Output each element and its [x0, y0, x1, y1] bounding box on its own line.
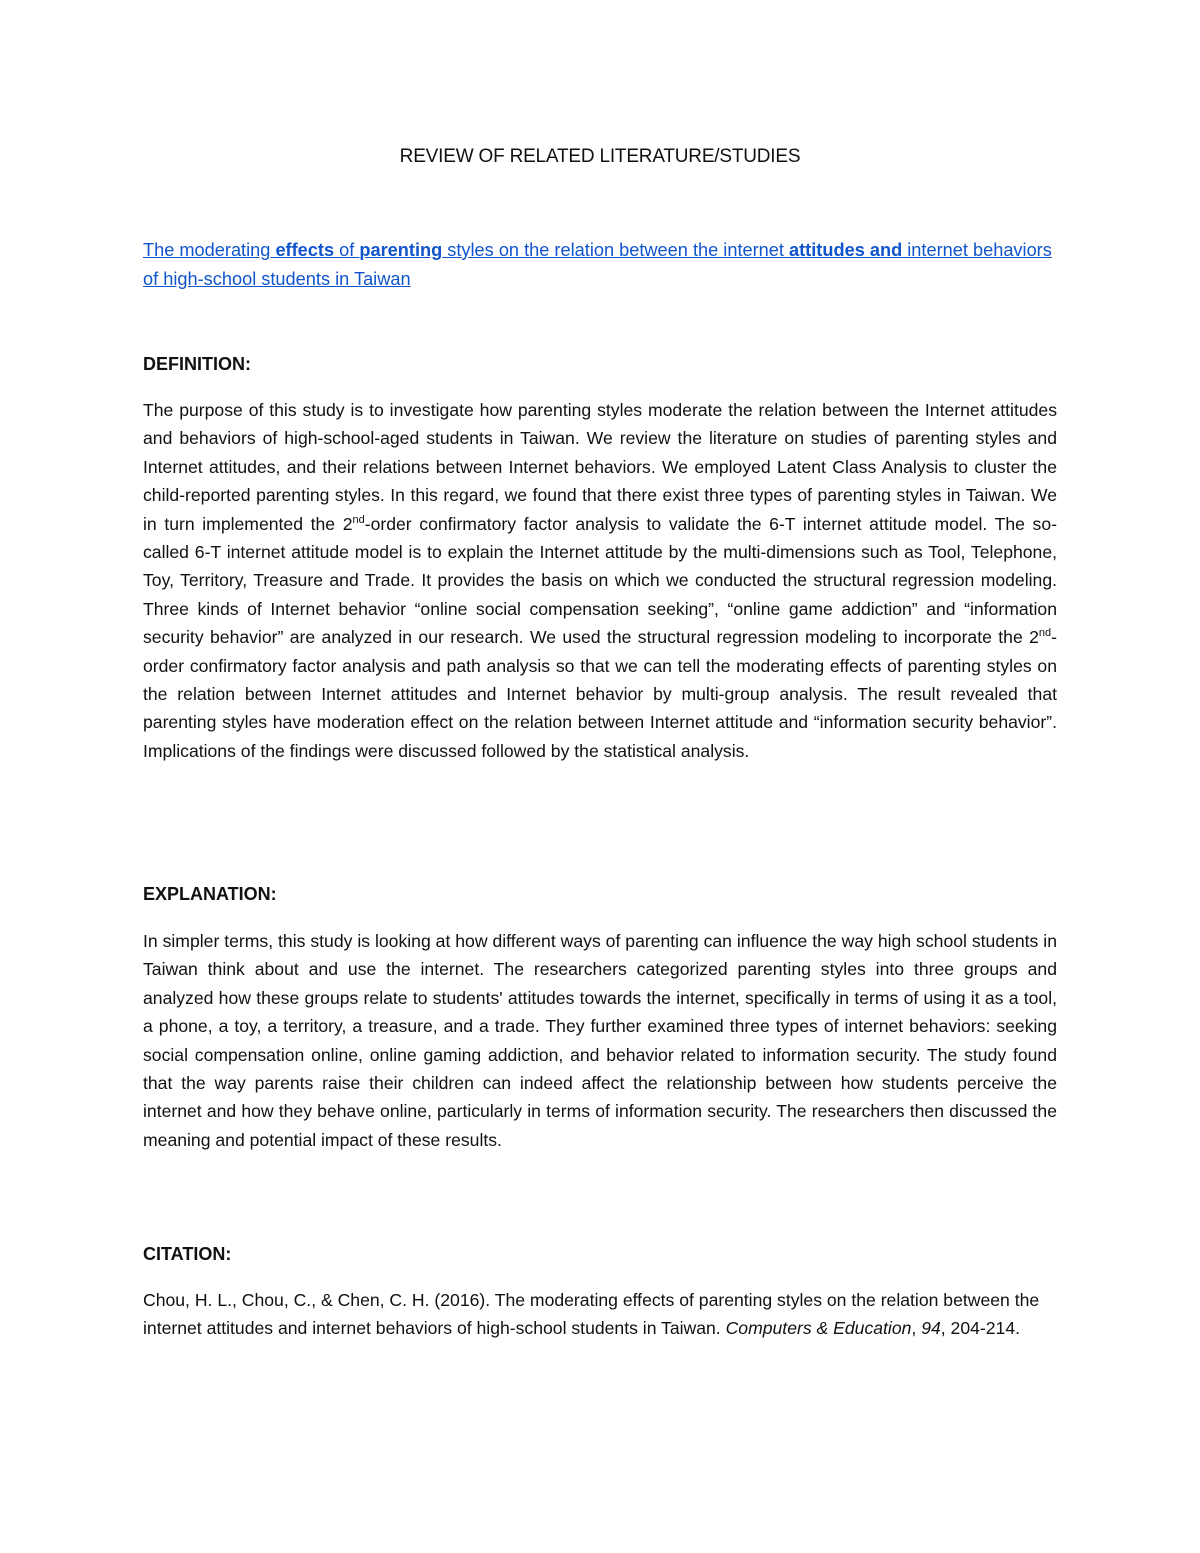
- definition-text-2: -order confirmatory factor analysis to validate the 6-T internet attitude model. The so-called 6-T internet attitude model is to explain the Internet attitude by the multi-dimensions such as Tool, Telephone, Toy, Territory, Treasure and Trade. It provides the basis on which we conducted the structural regression modeling. Three kinds of Internet behavior “online social compensation seeking”, “online game addiction” and “information security behavior” are analyzed in our research. We used the structural regression modeling to incorporate the 2: [143, 513, 1058, 648]
- link-text-2: of: [334, 240, 360, 260]
- definition-paragraph: [143, 396, 1057, 765]
- explanation-heading: EXPLANATION:: [143, 884, 277, 904]
- citation-pages: , 204-214.: [940, 1318, 1020, 1339]
- link-bold-attitudes: attitudes and: [789, 240, 903, 260]
- explanation-paragraph: In simpler terms, this study is looking at how different ways of parenting can influence the way high school students in Taiwan think about and use the internet. The researchers categorized parenting styles into three groups and analyzed how these groups relate to students' attitudes towards the internet, specifically in terms of using it as a tool, a phone, a toy, a territory, a treasure, and a trade. They further examined three types of internet behaviors: seeking social compensation online, online gaming addiction, and behavior related to information security. The study found that the way parents raise their children can indeed affect the relationship between how students perceive the internet and how they behave online, particularly in terms of information security. The researchers then discussed the meaning and potential impact of these results.: [143, 931, 1057, 1150]
- link-bold-parenting: parenting: [359, 240, 443, 260]
- citation-journal: Computers & Education: [725, 1318, 912, 1339]
- article-title-link[interactable]: [143, 236, 1057, 294]
- link-text-1: The moderating: [143, 240, 276, 260]
- superscript-nd-2: nd: [1038, 627, 1052, 640]
- link-text-3: styles on the relation between the internet: [442, 240, 790, 260]
- citation-text: Chou, H. L., Chou, C., & Chen, C. H. (2016). The moderating effects of parenting styles on the relation between the internet attitudes and internet behaviors of high-school students in Taiwan.: [143, 1290, 1040, 1339]
- citation-heading: CITATION:: [143, 1244, 232, 1264]
- definition-text-3: -order confirmatory factor analysis and path analysis so that we can tell the moderating effects of parenting styles on the relation between Internet attitudes and Internet behavior by multi-group analysis. The result revealed that parenting styles have moderation effect on the relation between Internet attitude and “information security behavior”. Implications of the findings were discussed followed by the statistical analysis.: [143, 627, 1057, 761]
- link-bold-effects: effects: [275, 240, 335, 260]
- definition-heading: DEFINITION:: [143, 354, 251, 374]
- page-title: REVIEW OF RELATED LITERATURE/STUDIES: [399, 146, 801, 167]
- link-text-4: internet behaviors of high-school students in Taiwan: [143, 240, 1052, 289]
- definition-text-1: The purpose of this study is to investigate how parenting styles moderate the relation between the Internet attitudes and behaviors of high-school-aged students in Taiwan. We review the literature on studies of parenting styles and Internet attitudes, and their relations between Internet behaviors. We employed Latent Class Analysis to cluster the child-reported parenting styles. In this regard, we found that there exist three types of parenting styles in Taiwan. We in turn implemented the 2: [143, 400, 1057, 534]
- superscript-nd-1: nd: [352, 513, 365, 526]
- citation-sep: ,: [911, 1318, 922, 1339]
- citation-volume: 94: [921, 1318, 941, 1339]
- citation-paragraph: [143, 1286, 1057, 1343]
